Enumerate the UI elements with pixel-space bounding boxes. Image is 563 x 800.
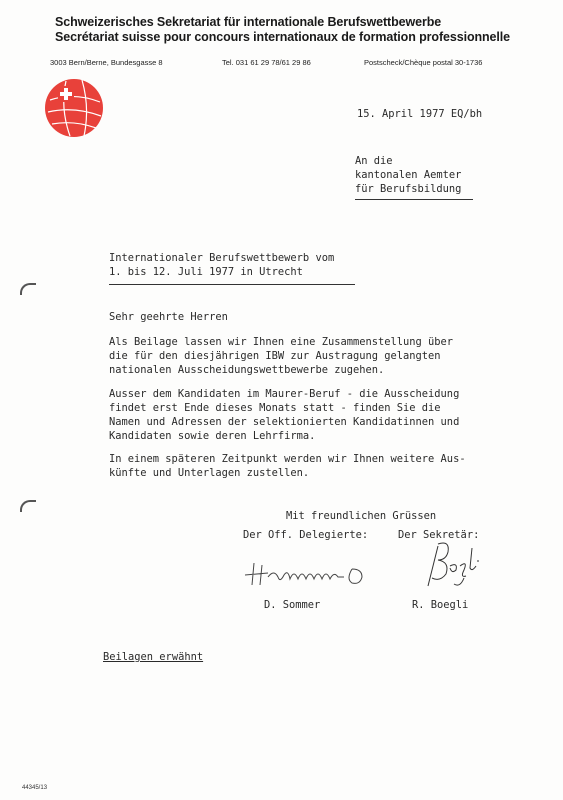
paragraph-2-line-2: findet erst Ende dieses Monats statt - finden Sie die [109, 402, 441, 414]
subject-line-1: Internationaler Berufswettbewerb vom [109, 252, 335, 264]
left-signatory-role: Der Off. Delegierte: [243, 529, 369, 541]
form-number: 44345/13 [22, 785, 48, 791]
swiss-cross-logo-icon [44, 78, 104, 138]
salutation: Sehr geehrte Herren [109, 311, 228, 323]
signature-sommer-icon [240, 555, 375, 590]
punch-hole-mark [20, 283, 36, 295]
recipient-line-2: kantonalen Aemter [355, 169, 462, 181]
enclosure-note: Beilagen erwähnt [103, 651, 204, 663]
letterhead-french: Secrétariat suisse pour concours internationaux de formation professionnelle [55, 30, 511, 44]
paragraph-2-line-1: Ausser dem Kandidaten im Maurer-Beruf - die Ausscheidung [109, 388, 460, 400]
letterhead-german: Schweizerisches Sekretariat für internationale Berufswettbewerbe [55, 15, 442, 29]
paragraph-3-line-2: künfte und Unterlagen zustellen. [109, 467, 310, 479]
recipient-line-3: für Berufsbildung [355, 183, 462, 195]
recipient-rule [355, 199, 473, 200]
paragraph-2-line-4: Kandidaten sowie deren Lehrfirma. [109, 430, 316, 442]
subject-rule [109, 284, 355, 285]
paragraph-1-line-1: Als Beilage lassen wir Ihnen eine Zusammenstellung über [109, 336, 454, 348]
date-reference: 15. April 1977 EQ/bh [357, 108, 483, 120]
punch-hole-mark [20, 500, 36, 512]
paragraph-2-line-3: Namen und Adressen der selektionierten Kandidatinnen und [109, 416, 460, 428]
letterhead-phone: Tel. 031 61 29 78/61 29 86 [222, 58, 311, 67]
signature-boegli-icon [420, 538, 490, 590]
paragraph-3-line-1: In einem späteren Zeitpunkt werden wir Ihnen weitere Aus- [109, 453, 466, 465]
letterhead-address: 3003 Bern/Berne, Bundesgasse 8 [50, 58, 163, 67]
closing: Mit freundlichen Grüssen [286, 510, 437, 522]
paragraph-1-line-2: die für den diesjährigen IBW zur Austragung gelangten [109, 350, 441, 362]
right-signatory-role: Der Sekretär: [398, 529, 480, 541]
paragraph-1-line-3: nationalen Ausscheidungswettbewerbe zugehen. [109, 364, 385, 376]
left-signatory-name: D. Sommer [264, 599, 321, 611]
letterhead-postal: Postscheck/Chèque postal 30-1736 [364, 58, 483, 67]
right-signatory-name: R. Boegli [412, 599, 469, 611]
subject-line-2: 1. bis 12. Juli 1977 in Utrecht [109, 266, 303, 278]
recipient-line-1: An die [355, 155, 393, 167]
